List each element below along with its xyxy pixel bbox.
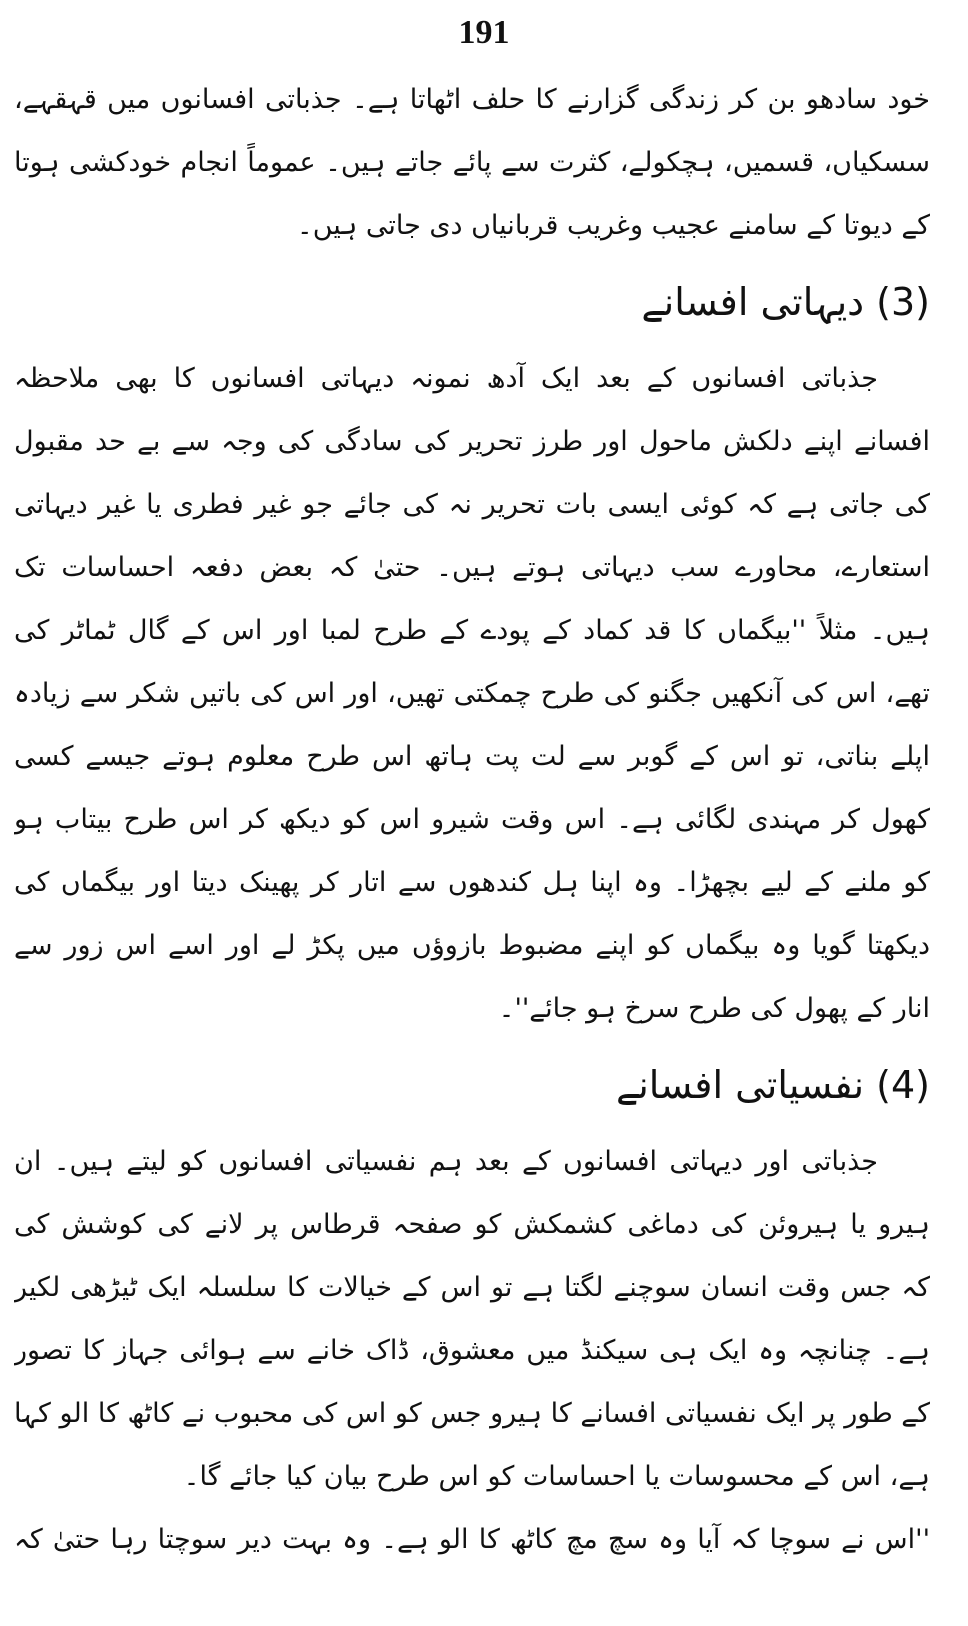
text-line: ہیرو یا ہیروئن کی دماغی کشمکش کو صفحہ قرطاس پر لانے کی کوشش کی [14, 1209, 930, 1240]
text-line: اپلے بناتی، تو اس کے گوبر سے لت پت ہاتھ اس طرح معلوم ہوتے جیسے کسی [14, 741, 930, 772]
text-line: کے دیوتا کے سامنے عجیب وغریب قربانیاں دی جاتی ہیں۔ [296, 210, 930, 241]
text-line: کے طور پر ایک نفسیاتی افسانے کا ہیرو جس کو اس کی محبوب نے کاٹھ کا الو کہا [14, 1398, 930, 1429]
text-line: افسانے اپنے دلکش ماحول اور طرز تحریر کی سادگی کی وجہ سے بے حد مقبول [14, 426, 930, 457]
text-line: خود سادھو بن کر زندگی گزارنے کا حلف اٹھاتا ہے۔ جذباتی افسانوں میں قہقہے، [14, 84, 930, 115]
text-line: جذباتی اور دیہاتی افسانوں کے بعد ہم نفسیاتی افسانوں کو لیتے ہیں۔ ان [14, 1146, 878, 1177]
text-line: ہیں۔ مثلاً ''بیگماں کا قد کماد کے پودے کے طرح لمبا اور اس کے گال ٹماٹر کی [14, 615, 930, 646]
text-line: سسکیاں، قسمیں، ہچکولے، کثرت سے پائے جاتے ہیں۔ عموماً انجام خودکشی ہوتا [14, 147, 930, 178]
text-line: جذباتی افسانوں کے بعد ایک آدھ نمونہ دیہاتی افسانوں کا بھی ملاحظہ [14, 363, 878, 394]
text-line: کھول کر مہندی لگائی ہے۔ اس وقت شیرو اس کو دیکھ کر اس طرح بیتاب ہو [14, 804, 930, 835]
section-heading-3: (3) دیہاتی افسانے [641, 280, 930, 324]
text-line: ہے، اس کے محسوسات یا احساسات کو اس طرح بیان کیا جائے گا۔ [183, 1461, 930, 1492]
paragraph-2 [14, 347, 930, 1040]
text-line: استعارے، محاورے سب دیہاتی ہوتے ہیں۔ حتیٰ کہ بعض دفعہ احساسات تک [14, 552, 930, 583]
text-line: دیکھتا گویا وہ بیگماں کو اپنے مضبوط بازوؤں میں پکڑ لے اور اسے اس زور سے [14, 930, 930, 961]
text-line: ہے۔ چنانچہ وہ ایک ہی سیکنڈ میں معشوق، ڈاک خانے سے ہوائی جہاز کا تصور [14, 1335, 930, 1366]
page-number: 191 [458, 14, 510, 51]
page-body [14, 68, 930, 1571]
text-line: انار کے پھول کی طرح سرخ ہو جائے''۔ [498, 993, 930, 1024]
quote-line: ''اس نے سوچا کہ آیا وہ سچ مچ کاٹھ کا الو ہے۔ وہ بہت دیر سوچتا رہا حتیٰ کہ [14, 1524, 930, 1555]
text-line: تھے، اس کی آنکھیں جگنو کی طرح چمکتی تھیں، اور اس کی باتیں شکر سے زیادہ [14, 678, 930, 709]
text-line: کی جاتی ہے کہ کوئی ایسی بات تحریر نہ کی جائے جو غیر فطری یا غیر دیہاتی [14, 489, 930, 520]
text-line: کہ جس وقت انسان سوچنے لگتا ہے تو اس کے خیالات کا سلسلہ ایک ٹیڑھی لکیر [14, 1272, 930, 1303]
paragraph-1 [14, 68, 930, 257]
paragraph-3 [14, 1130, 930, 1508]
section-heading-4: (4) نفسیاتی افسانے [615, 1063, 930, 1107]
text-line: کو ملنے کے لیے بچھڑا۔ وہ اپنا ہل کندھوں سے اتار کر پھینک دیتا اور بیگماں کی [14, 867, 930, 898]
